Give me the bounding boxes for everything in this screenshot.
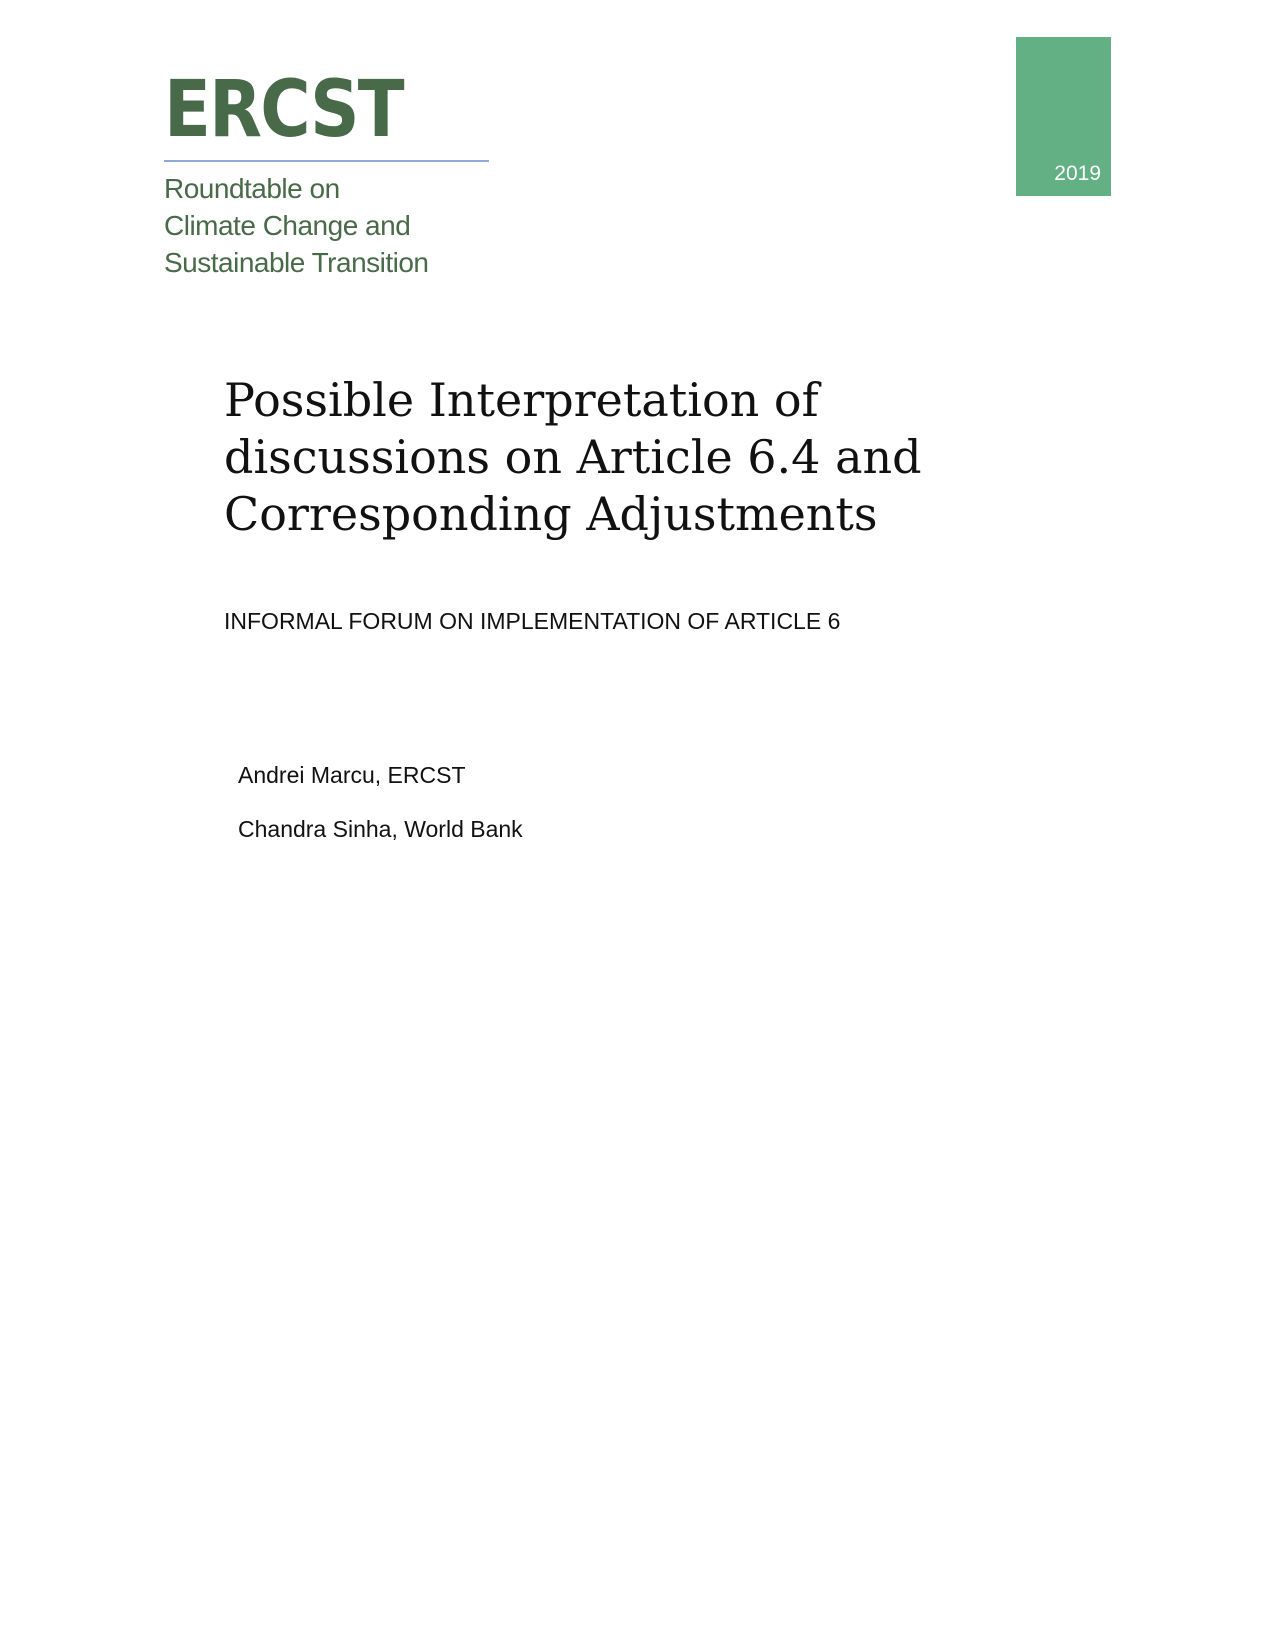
logo-subtitle-line: Sustainable Transition (164, 247, 429, 278)
author: Chandra Sinha, World Bank (238, 816, 523, 842)
document-title (224, 372, 922, 543)
author: Andrei Marcu, ERCST (238, 762, 466, 788)
document-subtitle: INFORMAL FORUM ON IMPLEMENTATION OF ARTICLE 6 (224, 608, 841, 634)
title-line: Corresponding Adjustments (224, 487, 878, 541)
ercst-logo (164, 65, 435, 278)
logo-subtitle-line: Climate Change and (164, 210, 411, 241)
logo-mark: ERCST (164, 65, 403, 155)
title-line: Possible Interpretation of (224, 373, 819, 427)
year-box (1016, 37, 1111, 196)
logo-subtitle-line: Roundtable on (164, 173, 340, 204)
logo-subtitle (164, 170, 504, 281)
title-line: discussions on Article 6.4 and (224, 430, 922, 484)
logo-divider (164, 160, 489, 162)
year-label: 2019 (1054, 162, 1101, 185)
